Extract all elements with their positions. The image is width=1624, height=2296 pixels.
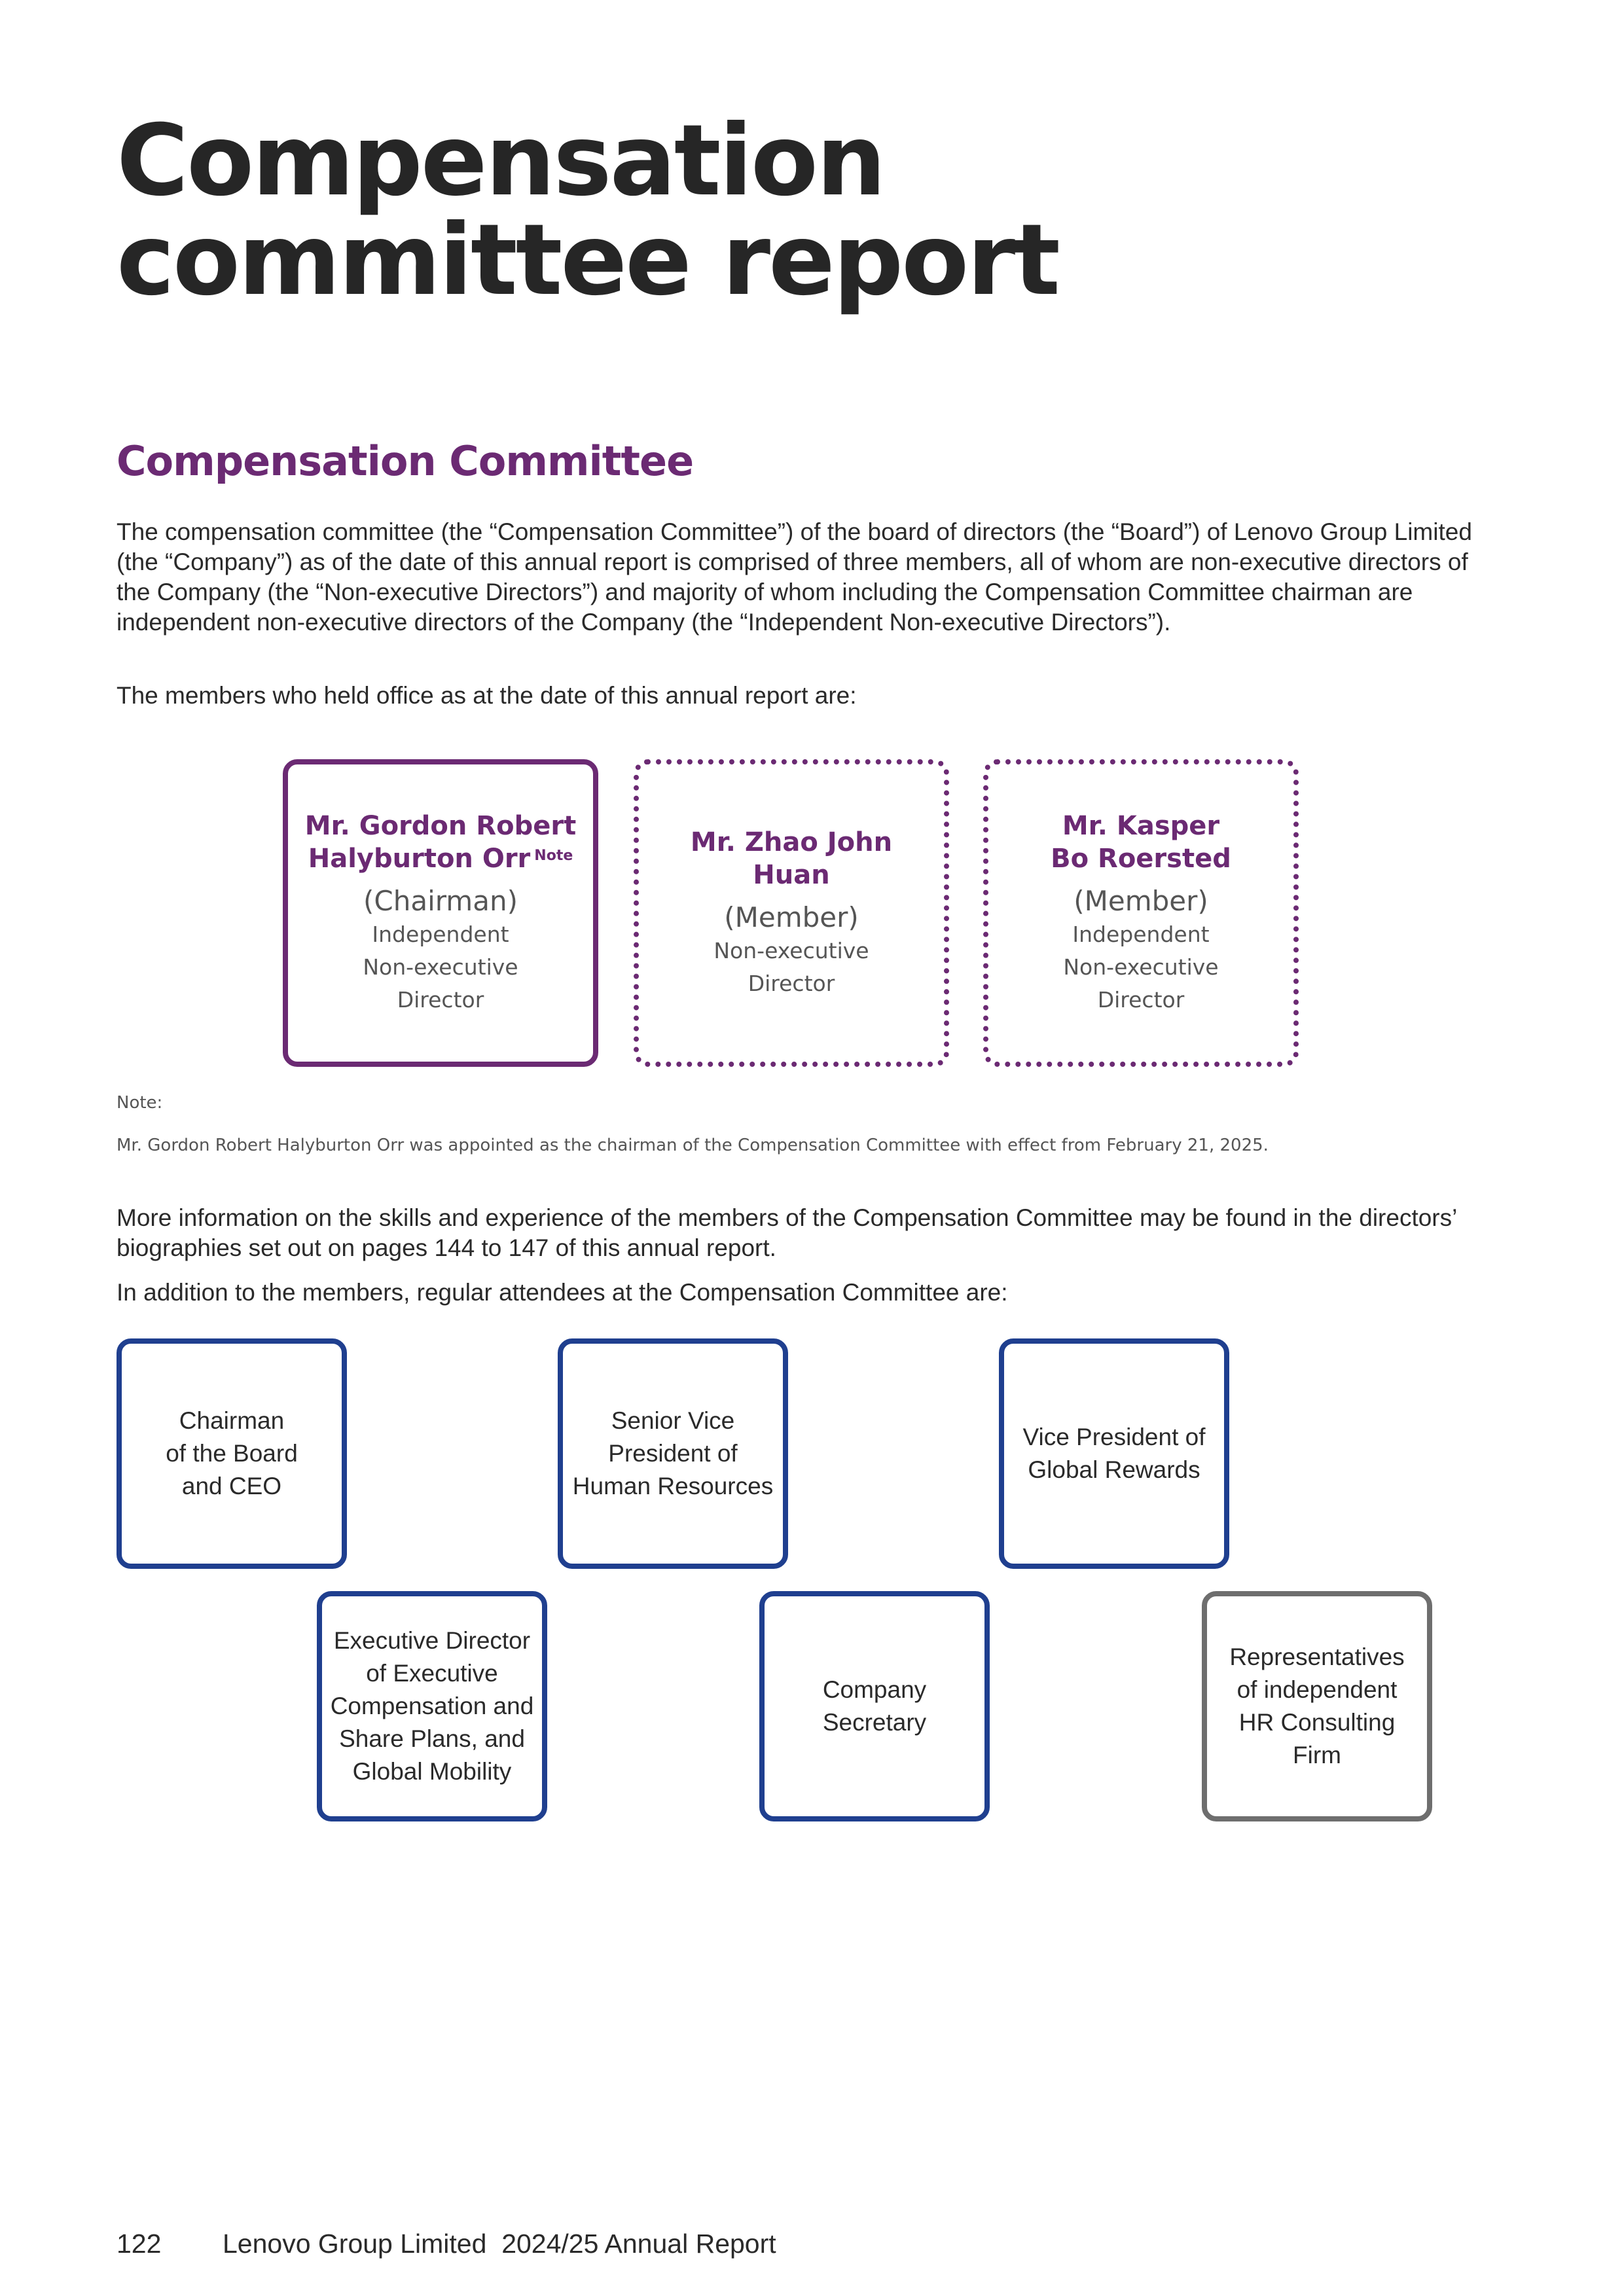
member-description: Independent Non-executive Director <box>1063 922 1219 1013</box>
intro-paragraph: The compensation committee (the “Compensation Committee”) of the board of directors (the “Board”) of Lenovo Group Limited (the “Company”) as of the date of this annual report is comprised of three members, all of whom are non-executive directors of the Company (the “Non-executive Directors”) and majority of whom including the Compensation Committee chairman are independent non-executive directors of the Company (the “Independent Non-executive Directors”). <box>117 518 1472 636</box>
member-name: Mr. Gordon Robert Halyburton Orr $^{Note}$ <box>304 811 577 874</box>
note-label: Note: <box>117 1093 163 1113</box>
member-card-roersted <box>983 759 1299 1067</box>
page-title-line-2: committee report <box>117 204 1058 317</box>
member-role: (Member) <box>1074 885 1208 917</box>
member-role: (Chairman) <box>363 885 518 917</box>
attendee-box: Senior Vice President of Human Resources <box>558 1338 788 1569</box>
member-role: (Member) <box>724 901 859 933</box>
member-description: Non-executive Director <box>713 938 869 996</box>
footer-publication: Lenovo Group Limited 2024/25 Annual Report <box>223 2229 776 2259</box>
page-title <box>117 104 1058 317</box>
section-heading: Compensation Committee <box>117 437 694 485</box>
attendee-box-external: Representatives of independent HR Consulting Firm <box>1202 1591 1432 1821</box>
member-description: Independent Non-executive Director <box>363 922 518 1013</box>
member-card-zhao <box>634 759 949 1067</box>
attendee-box: Executive Director of Executive Compensation and Share Plans, and Global Mobility <box>317 1591 547 1821</box>
note-marker: Note <box>534 848 573 864</box>
members-intro: The members who held office as at the date of this annual report are: <box>117 682 857 709</box>
page-number: 122 <box>117 2229 162 2259</box>
member-name: Mr. Kasper Bo Roersted <box>1051 811 1231 874</box>
member-name: Mr. Zhao John Huan <box>690 827 893 890</box>
attendee-box: Company Secretary <box>759 1591 990 1821</box>
attendee-box: Chairman of the Board and CEO <box>117 1338 347 1569</box>
more-info-paragraph: More information on the skills and experience of the members of the Compensation Committee may be found in the directors’ biographies set out on pages 144 to 147 of this annual report. <box>117 1204 1456 1261</box>
note-text: Mr. Gordon Robert Halyburton Orr was appointed as the chairman of the Compensation Committee with effect from February 21, 2025. <box>117 1136 1269 1155</box>
attendees-intro: In addition to the members, regular attendees at the Compensation Committee are: <box>117 1279 1008 1306</box>
page-title-line-1: Compensation <box>117 104 884 218</box>
member-card-chairman <box>283 759 598 1067</box>
attendee-box: Vice President of Global Rewards <box>999 1338 1229 1569</box>
